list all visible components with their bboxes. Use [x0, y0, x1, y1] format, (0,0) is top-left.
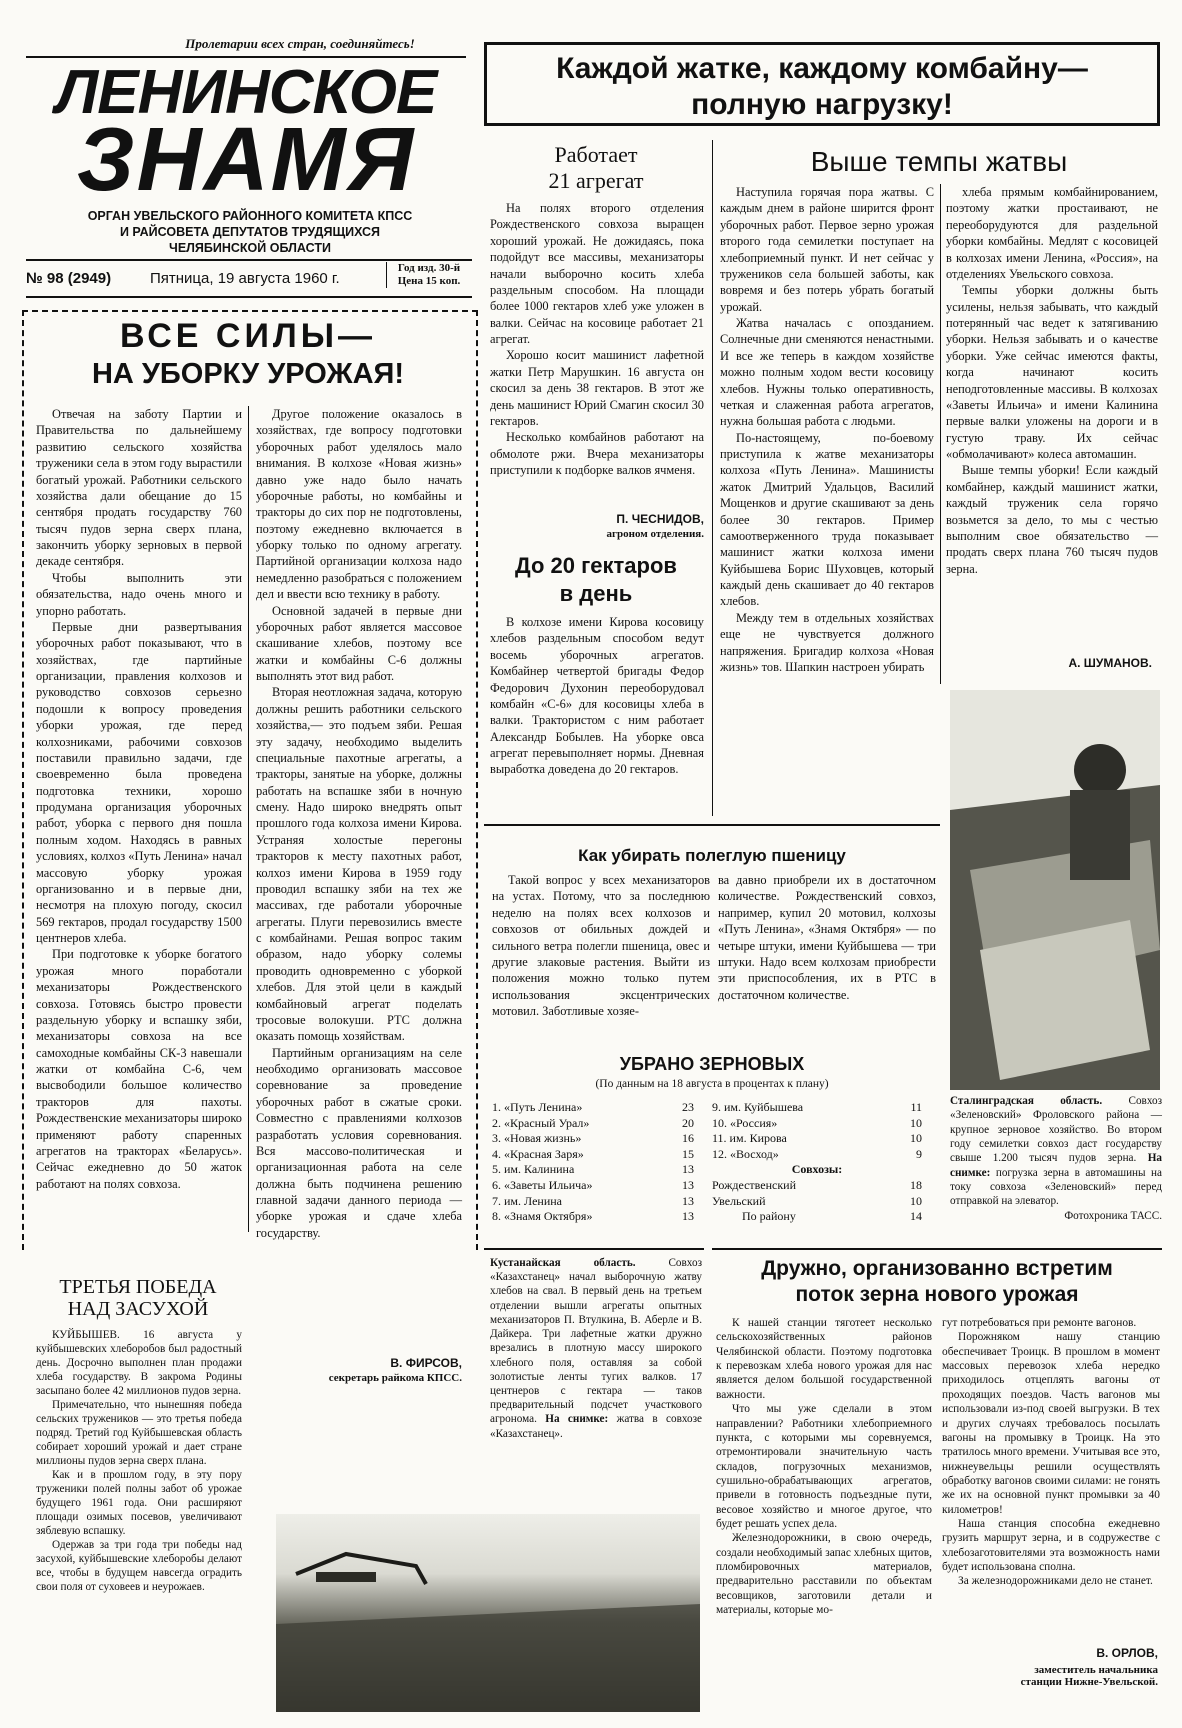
table-row	[492, 1209, 694, 1225]
column-rule	[712, 140, 713, 816]
farm-percent: 13	[682, 1209, 694, 1224]
caption-text: Совхоз «Зеленовский» Фроловского района — крупное зерновое хозяйство. Во втором году семилетки совхоз даст государству свыше 1.200 тысяч пудов зерна.	[950, 1095, 1163, 1165]
grain-column-1	[716, 1316, 932, 1618]
paragraph: За железнодорожниками дело не станет.	[958, 1575, 1153, 1588]
farm-name: По району	[742, 1209, 796, 1224]
lead-title-line2: НА УБОРКУ УРОЖАЯ!	[91, 358, 405, 390]
grain-title	[712, 1256, 1162, 1308]
lead-column-2	[256, 406, 462, 1241]
paragraph: Вторая неотложная задача, которую должны решить работники сельского хозяйства,— это подъем зяби. Решая эту задачу, необходимо выделить специальные пахотные агрегаты, а тракторы, занятые на уборке, должны работать на вспашке зяби в ночную смену. Надо широко внедрять опыт прошлого года колхоза имени Кирова. Устраняя холостые перегоны тракторов к месту пахотных работ, колхоз имени Кирова в 1959 году проводил вспашку зяби на тех же массивах, где работали уборочные агрегаты. Плуги перевозились вместе с комбайнами. Решая вопрос таким образом, надо уборку солемы проводить одновременно с уборкой хлебов. Для этой цели в каждый комбайновый агрегат поделать тросовые волокуши. РТС должна оказать помощь хозяйствам.	[256, 685, 462, 1044]
tempo-signature: А. ШУМАНОВ.	[1068, 656, 1152, 670]
paragraph: хлеба прямым комбайнированием, поэтому жатки простаивают, не переоборудуются для раздельной уборки комбайны. Медлят с косовицей в колхозах имени Ленина, «Россия», на отделениях Увельского совхоза.	[946, 185, 1158, 281]
grain-signature: В. ОРЛОВ,	[1096, 1646, 1158, 1660]
paragraph: Примечательно, что нынешняя победа сельских тружеников — это третья победа подряд. Третий год Куйбышевская область собирает хороший урожай и дает стране миллионы пудов зерна сверх плана.	[36, 1399, 242, 1467]
farm-percent: 13	[682, 1162, 694, 1177]
farm-percent: 10	[910, 1115, 922, 1130]
farm-percent: 20	[682, 1115, 694, 1130]
table-row	[492, 1100, 694, 1116]
caption-text: погрузка зерна в автомашины на току совхоза «Зеленовский» перед отправкой на элеватор.	[950, 1166, 1162, 1208]
wheat-column-1	[492, 872, 710, 1019]
kustanai-caption	[490, 1256, 702, 1441]
price: Цена 15 коп.	[397, 275, 461, 287]
lead-column-1	[36, 406, 242, 1192]
caption-text: Совхоз «Казахстанец» начал выборочную жатву хлебов на свал. В первый день на третьем отделении вышли агрегаты опытных механизаторов П. Втулкина, В. Аберле и В. Дайкера. Три лафетные жатки дружно врезались в плотную массу широкого хлебного поля, оставляя за собой золотистые ленты тугих валков. 17 центнеров с гектара — таков предварительный подсчет участкового агронома.	[490, 1257, 702, 1426]
price-box	[386, 262, 471, 288]
paragraph: Первые дни развертывания уборочных работ показывают, что в хозяйствах, где партийные организации, правления колхозов и руководство совхозов серьезно подошли к вопросу проведения уборки урожая, где перед колхозниками, рабочими совхозов поставили правильно задачи, где своевременно была проведена подготовка техники, хорошо продумана организация уборочных работ, уборка с первого дня пошла полным ходом. Находясь в равных условиях, колхоз «Путь Ленина» начал массовую уборку урожая организованно и в первые дни, несмотря на плохую погоду, скосил 569 гектаров, продал государству 1500 центнеров хлеба.	[36, 619, 242, 945]
paragraph: Другое положение оказалось в хозяйствах, где вопросу подготовки уборочных работ уделялось мало внимания. В колхозе «Новая жизнь» давно уже надо было начать уборочные работы, но комбайны и тракторы до сих пор не подготовлены, поэтому ежедневно включается в уборку только по одному агрегату. Партийной организации колхоза надо немедленно разобраться с положением дел и ввести всю технику в работу.	[256, 407, 462, 602]
photo-credit: Фотохроника ТАСС.	[1064, 1209, 1162, 1222]
paragraph: Основной задачей в первые дни уборочных работ является массовое скашивание хлебов, поэтому все жатки и комбайны С-6 должны выполнять этот вид работ.	[256, 603, 462, 683]
agregat-title-line: Работает	[554, 142, 638, 167]
section-rule	[484, 824, 940, 826]
harvest-photo-image	[950, 690, 1160, 1090]
paragraph: Что мы уже сделали в этом направлении? Работники хлебоприемного пункта, с которыми мы соревнуемся, отремонтировали значительную часть складов, погрузочных механизмов, сушильно-обрабатывающих агрегатов, привели в готовность подъездные пути, весовое хозяйство и многое другое, что будет решать успех дела.	[716, 1403, 932, 1531]
harvest-photo-stalingrad	[950, 690, 1160, 1090]
field-photo-image	[276, 1514, 700, 1712]
paragraph: К нашей станции тяготеет несколько сельскохозяйственных районов Челябинской области. Поэтому подготовка к перевозкам хлеба нового урожая для нас является делом большой государственной важности.	[716, 1317, 932, 1401]
paragraph: При подготовке к уборке богатого урожая много поработали механизаторы Рождественского совхоза. Готовясь быстро провести раздельную уборку и вспашку зяби, механизаторы совхоза на все самоходные комбайны СК-3 навешали жатки от комбайна С-6, чем высвободили большое количество тракторов для пахоты. Рождественские механизаторы широко применяют работу спаренных агрегатов на тракторах «Беларусь». Сейчас ежедневно до 50 жаток работают на полях совхоза.	[36, 947, 242, 1191]
table-row	[712, 1194, 922, 1210]
agregat-signature-title: агроном отделения.	[606, 528, 704, 540]
table-row	[492, 1147, 694, 1163]
harvest-table-right	[712, 1100, 922, 1225]
farm-name: Рождественский	[712, 1177, 797, 1192]
table-row	[492, 1194, 694, 1210]
grain-title-line: Дружно, организованно встретим	[761, 1257, 1113, 1280]
paragraph: Темпы уборки должны быть усилены, нельзя забывать, что каждый потерянный час ведет к затягиванию уборки. Нельзя забывать и о качестве уборки. Уже сейчас имеются факты, когда начинают косить неподготовленные массивы. В колхозах «Заветы Ильича» и имени Калинина первые валки уложены на дороги и в густую траву. Их сейчас «обмолачивают» колеса автомашин.	[946, 283, 1158, 461]
farm-name: 12. «Восход»	[712, 1146, 779, 1161]
farm-percent: 13	[682, 1193, 694, 1208]
org-line: ОРГАН УВЕЛЬСКОГО РАЙОННОГО КОМИТЕТА КПСС	[87, 209, 413, 223]
paragraph: гут потребоваться при ремонте вагонов.	[942, 1317, 1137, 1329]
issue-number: № 98 (2949)	[26, 270, 112, 287]
field-photo-kazakhstanets	[276, 1514, 700, 1712]
farm-name: Увельский	[712, 1193, 766, 1208]
table-row	[712, 1131, 922, 1147]
caption-region: Кустанайская область.	[490, 1257, 636, 1269]
paragraph: Как и в прошлом году, в эту пору труженики полей полны забот об урожае будущего 1961 года. Они расширяют площади озимых посевов, увеличивают зяблевую вспашку.	[36, 1469, 242, 1537]
victory-title-line: ТРЕТЬЯ ПОБЕДА	[59, 1276, 217, 1298]
caption-text: жатва в совхозе «Казахстанец».	[490, 1413, 703, 1440]
paragraph: КУЙБЫШЕВ. 16 августа у куйбышевских хлеборобов был радостный день. Досрочно выполнен план продажи хлеба государству. В закрома Родины засыпано более 42 миллионов пудов зерна.	[36, 1329, 242, 1397]
sovkhozy-label: Совхозы:	[791, 1162, 843, 1177]
caption-label: На снимке:	[545, 1413, 609, 1426]
banner-line: полную нагрузку!	[691, 88, 953, 121]
paragraph: Одержав за три года три победы над засухой, куйбышевские хлеборобы делают все, чтобы в будущем навсегда оградить свои поля от суховеев и неурожаев.	[36, 1539, 242, 1593]
farm-percent: 23	[682, 1100, 694, 1114]
farm-name: 10. «Россия»	[712, 1115, 778, 1130]
lead-title-line1: ВСЕ СИЛЫ—	[119, 317, 377, 355]
victory-body	[36, 1328, 242, 1594]
hectares-title-line: До 20 гектаров	[515, 553, 677, 578]
agregat-title-line: 21 агрегат	[548, 168, 644, 193]
paragraph: Между тем в отдельных хозяйствах еще не чувствуется должного напряжения. Бригадир колхоза «Новая жизнь» тов. Шапкин настроен убирать	[720, 610, 934, 674]
paragraph: ва давно приобрели их в достаточном количестве. Рождественский совхоз, например, купил 20 мотовил, колхозы «Путь Ленина», «Знамя Октября» — по четыре штуки, имени Куйбышева — три штуки. Надо всем колхозам приобрести эти приспособления, их в РТС в достаточном количестве.	[718, 873, 936, 1002]
farm-name: 11. им. Кирова	[712, 1131, 787, 1146]
farm-name: 7. им. Ленина	[492, 1193, 562, 1208]
hectares-title	[484, 552, 708, 608]
section-rule	[484, 1248, 704, 1250]
caption-label: На снимке:	[950, 1152, 1162, 1179]
issue-date: Пятница, 19 августа 1960 г.	[150, 270, 340, 287]
table-row	[712, 1147, 922, 1163]
masthead-title-line1: ЛЕНИНСКОЕ	[55, 58, 437, 127]
farm-percent: 10	[910, 1193, 922, 1208]
paragraph: Порожняком нашу станцию обеспечивает Троицк. В прошлом в момент массовых перевозок хлеба нередко приходилось отцеплять вагоны от проходящих поездов. Часть вагонов мы использовали из-под своей выгрузки. В тех и других случаях требовалось посылать вагоны на промывку в Троицк. На это тратилось много времени. Учитывая все это, нижнеувельцы решили осуществлять обработку вагонов своими силами: не гонять же их на основной пункт промывки за 40 километров!	[942, 1331, 1160, 1516]
hectares-body	[490, 614, 704, 778]
farm-name: 4. «Красная Заря»	[492, 1146, 584, 1161]
lead-signature: В. ФИРСОВ,	[390, 1356, 462, 1370]
paragraph: Железнодорожники, в свою очередь, создали необходимый запас хлебных щитов, пломбировочных материалов, предварительно расставили по объектам весовщиков, заготовили детали и материалы, которые мо-	[716, 1532, 932, 1617]
paragraph: По-настоящему, по-боевому приступила к жатве механизаторы колхоза «Путь Ленина». Машинисты жаток Дмитрий Удальцов, Василий Мощенков и другие скашивают за день более 30 гектаров. Пример самоотверженного труда показывает машинист жатки колхоза имени Куйбышева Борис Шуховцев, который каждый день скашивает до 40 гектаров хлебов.	[720, 430, 934, 609]
column-rule	[940, 184, 941, 684]
grain-signature-title	[942, 1664, 1158, 1688]
grain-title-line: поток зерна нового урожая	[795, 1283, 1079, 1306]
agregat-title	[484, 142, 708, 194]
paragraph: В колхозе имени Кирова косовицу хлебов раздельным способом ведут восемь уборочных агрегатов. Комбайнер четвертой бригады Федор Федорович Духонин переоборудовал комбайн «С-6» для косовицы хлеба в валки. Трактористом с ним работает Александр Бобылев. На уборке овса агрегат перевыполняет нормы. Дневная выработка доведена до 20 гектаров.	[490, 615, 704, 777]
banner-box	[484, 42, 1160, 126]
table-row	[492, 1178, 694, 1194]
tempo-title: Выше темпы жатвы	[810, 146, 1068, 177]
table-row	[712, 1209, 922, 1225]
masthead-rule-top	[26, 259, 472, 261]
farm-name: 5. им. Калинина	[492, 1162, 575, 1177]
paragraph: Наша станция способна ежедневно грузить маршрут зерна, и в содружестве с хлебозаготовителями эта возможность нами будет использована сполна.	[942, 1518, 1160, 1574]
lead-signature-title: секретарь райкома КПСС.	[328, 1372, 462, 1384]
paragraph: Наступила горячая пора жатвы. С каждым днем в районе ширится фронт уборочных работ. Первое зерно урожая второго года семилетки поступает на хлебоприемный пункт. И нет сейчас у тружеников села большей заботы, как вовремя и без потерь убрать богатый урожай.	[720, 185, 934, 314]
table-row	[492, 1162, 694, 1178]
hectares-title-line: в день	[559, 581, 633, 606]
victory-title-line: НАД ЗАСУХОЙ	[67, 1298, 209, 1320]
masthead-org	[30, 208, 470, 256]
table-row	[712, 1116, 922, 1132]
farm-name: 2. «Красный Урал»	[492, 1115, 590, 1130]
farm-percent: 14	[910, 1209, 922, 1224]
farm-name: 8. «Знамя Октября»	[492, 1209, 593, 1224]
farm-percent: 15	[682, 1146, 694, 1161]
tempo-column-2	[946, 184, 1158, 577]
paragraph: Выше темпы уборки! Если каждый комбайнер, каждый машинист жатки, каждый труженик села горячо возьмется за дело, то мы с честью выполним свое обязательство — продать сверх плана 760 тысяч пудов зерна.	[946, 463, 1158, 576]
farm-percent: 11	[910, 1100, 922, 1114]
wheat-title: Как убирать полеглую пшеницу	[578, 846, 846, 865]
org-line: ЧЕЛЯБИНСКОЙ ОБЛАСТИ	[169, 241, 331, 255]
paragraph: Отвечая на заботу Партии и Правительства по дальнейшему развитию сельского хозяйства труженики села в этом году вырастили богатый урожай. Работники сельского хозяйства дали обещание до 15 сентября продать государству 760 тысяч пудов зерна сверх плана, закончить уборку зерновых в первой декаде сентября.	[36, 407, 242, 569]
agregat-signature: П. ЧЕСНИДОВ,	[616, 512, 704, 526]
farm-percent: 18	[910, 1177, 922, 1192]
caption-region: Сталинградская область.	[950, 1095, 1103, 1107]
paragraph: Жатва началась с опозданием. Солнечные дни сменяются ненастными. И все же теперь в каждом хозяйстве можно полным ходом вести косовицу хлебов. Нужны только оперативность, четкая и слаженная работа агрегатов, нужна большая работа с людьми.	[720, 316, 934, 429]
banner-line: Каждой жатке, каждому комбайну—	[556, 52, 1088, 85]
masthead-rule-bottom	[26, 296, 472, 298]
table-row	[712, 1178, 922, 1194]
farm-name: 9. им. Куйбышева	[712, 1100, 804, 1114]
harvest-table-left	[492, 1100, 694, 1225]
paragraph: Партийным организациям на селе необходимо организовать массовое соревнование за проведение уборочных работ в сжатые сроки. Совместно с правлениями колхозов разработать условия соревнования. Вся массово-политическая и организационная работа на селе должна быть подчинена решению главной задачи данного периода — уборке урожая и сдаче хлеба государству.	[256, 1045, 462, 1240]
farm-percent: 16	[682, 1131, 694, 1146]
wheat-column-2	[718, 872, 936, 1003]
paragraph: На полях второго отделения Рождественского совхоза выращен хороший урожай. Не дожидаясь, пока подойдут все массивы, механизаторы начали выборочно косить хлеба раздельным способом. На площади более 1000 гектаров хлеб уже уложен в валки. Сейчас на косовице работает 21 агрегат.	[490, 201, 704, 346]
masthead-title-line2: ЗНАМЯ	[76, 110, 416, 210]
farm-percent: 13	[682, 1177, 694, 1192]
signature-title-line: заместитель начальника	[1034, 1664, 1158, 1676]
farm-percent: 10	[910, 1131, 922, 1146]
tempo-column-1	[720, 184, 934, 675]
paragraph: Хорошо косит машинист лафетной жатки Петр Марушкин. 16 августа он скосил за день 38 гектаров. В этот же день машинист Юрий Смагин скосил 30 гектаров.	[490, 348, 704, 428]
agregat-body	[490, 200, 704, 478]
section-rule	[712, 1248, 1162, 1250]
harvest-table-subtitle: (По данным на 18 августа в процентах к плану)	[595, 1078, 829, 1090]
slogan: Пролетарии всех стран, соединяйтесь!	[185, 36, 415, 51]
table-row	[712, 1100, 922, 1116]
paragraph: Чтобы выполнить эти обязательства, надо очень много и упорно работать.	[36, 570, 242, 618]
paragraph: Несколько комбайнов работают на обмолоте ржи. Вчера механизаторы приступили к подборке валков ячменя.	[490, 430, 704, 477]
paragraph: Такой вопрос у всех механизаторов на устах. Потому, что за последнюю неделю на полях всех колхозов и совхозов от обильных дождей и сильного ветра полегли пшеница, овес и другие злаковые растения. Выйти из положения можно только путем использования эксцентрических мотовил. Заботливые хозяе-	[492, 873, 710, 1018]
org-line: И РАЙСОВЕТА ДЕПУТАТОВ ТРУДЯЩИХСЯ	[119, 225, 381, 239]
farm-name: 3. «Новая жизнь»	[492, 1131, 582, 1146]
publication-year: Год изд. 30-й	[397, 262, 461, 274]
photo-caption-stalingrad	[950, 1094, 1162, 1223]
signature-title-line: станции Нижне-Увельской.	[1020, 1676, 1158, 1688]
table-row	[492, 1116, 694, 1132]
column-rule	[248, 406, 249, 1232]
victory-title	[30, 1276, 246, 1320]
farm-percent: 9	[916, 1146, 922, 1161]
harvest-table-title: УБРАНО ЗЕРНОВЫХ	[619, 1054, 805, 1074]
grain-column-2	[942, 1316, 1160, 1589]
farm-name: 6. «Заветы Ильича»	[492, 1177, 593, 1192]
table-row	[492, 1131, 694, 1147]
farm-name: 1. «Путь Ленина»	[492, 1100, 583, 1114]
